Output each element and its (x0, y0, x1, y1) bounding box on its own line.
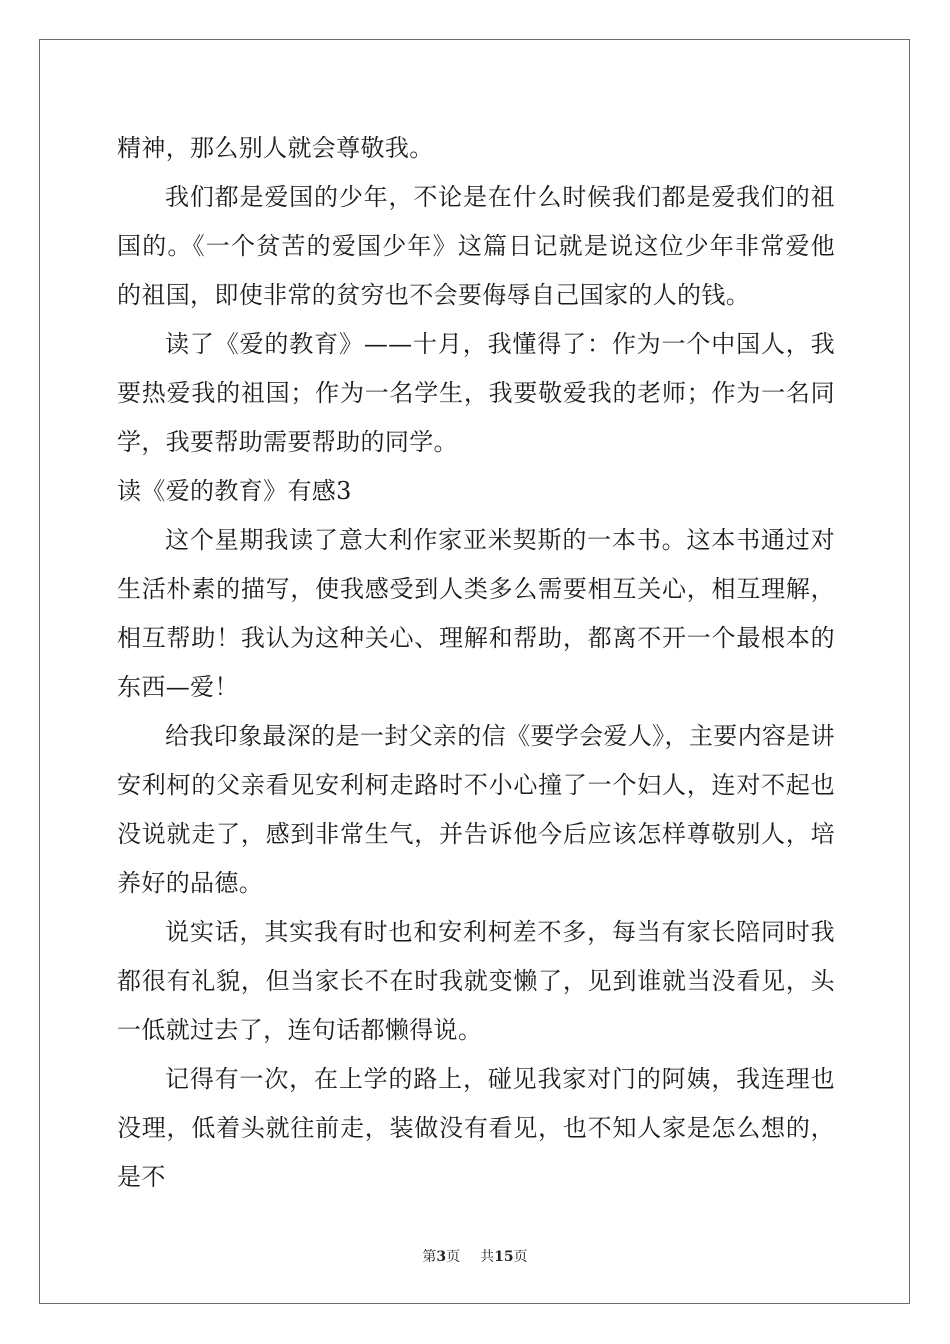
page-suffix: 页 (446, 1249, 461, 1265)
document-body (117, 124, 835, 1202)
total-pages: 15 (494, 1249, 514, 1265)
total-suffix: 页 (513, 1249, 528, 1265)
paragraph: 读了《爱的教育》——十月，我懂得了：作为一个中国人，我要热爱我的祖国；作为一名学生，我要敬爱我的老师；作为一名同学，我要帮助需要帮助的同学。 (117, 330, 835, 456)
paragraph: 给我印象最深的是一封父亲的信《要学会爱人》，主要内容是讲安利柯的父亲看见安利柯走路时不小心撞了一个妇人，连对不起也没说就走了，感到非常生气，并告诉他今后应该怎样尊敬别人，培养好的品德。 (117, 722, 835, 897)
paragraph: 这个星期我读了意大利作家亚米契斯的一本书。这本书通过对生活朴素的描写，使我感受到人类多么需要相互关心，相互理解，相互帮助！我认为这种关心、理解和帮助，都离不开一个最根本的东西—爱！ (117, 526, 835, 701)
total-prefix: 共 (480, 1249, 495, 1265)
paragraph: 精神，那么别人就会尊敬我。 (117, 134, 434, 162)
paragraph: 说实话，其实我有时也和安利柯差不多，每当有家长陪同时我都很有礼貌，但当家长不在时我就变懒了，见到谁就当没看见，头一低就过去了，连句话都懒得说。 (117, 918, 835, 1044)
paragraph: 记得有一次，在上学的路上，碰见我家对门的阿姨，我连理也没理，低着头就往前走，装做没有看见，也不知人家是怎么想的，是不 (117, 1065, 835, 1191)
page-number: 3 (436, 1249, 447, 1265)
page-prefix: 第 (422, 1249, 437, 1265)
paragraph: 我们都是爱国的少年，不论是在什么时候我们都是爱我们的祖国的。《一个贫苦的爱国少年》这篇日记就是说这位少年非常爱他的祖国，即使非常的贫穷也不会要侮辱自己国家的人的钱。 (117, 183, 835, 309)
page-footer (0, 1247, 950, 1267)
section-heading: 读《爱的教育》有感3 (117, 477, 352, 505)
